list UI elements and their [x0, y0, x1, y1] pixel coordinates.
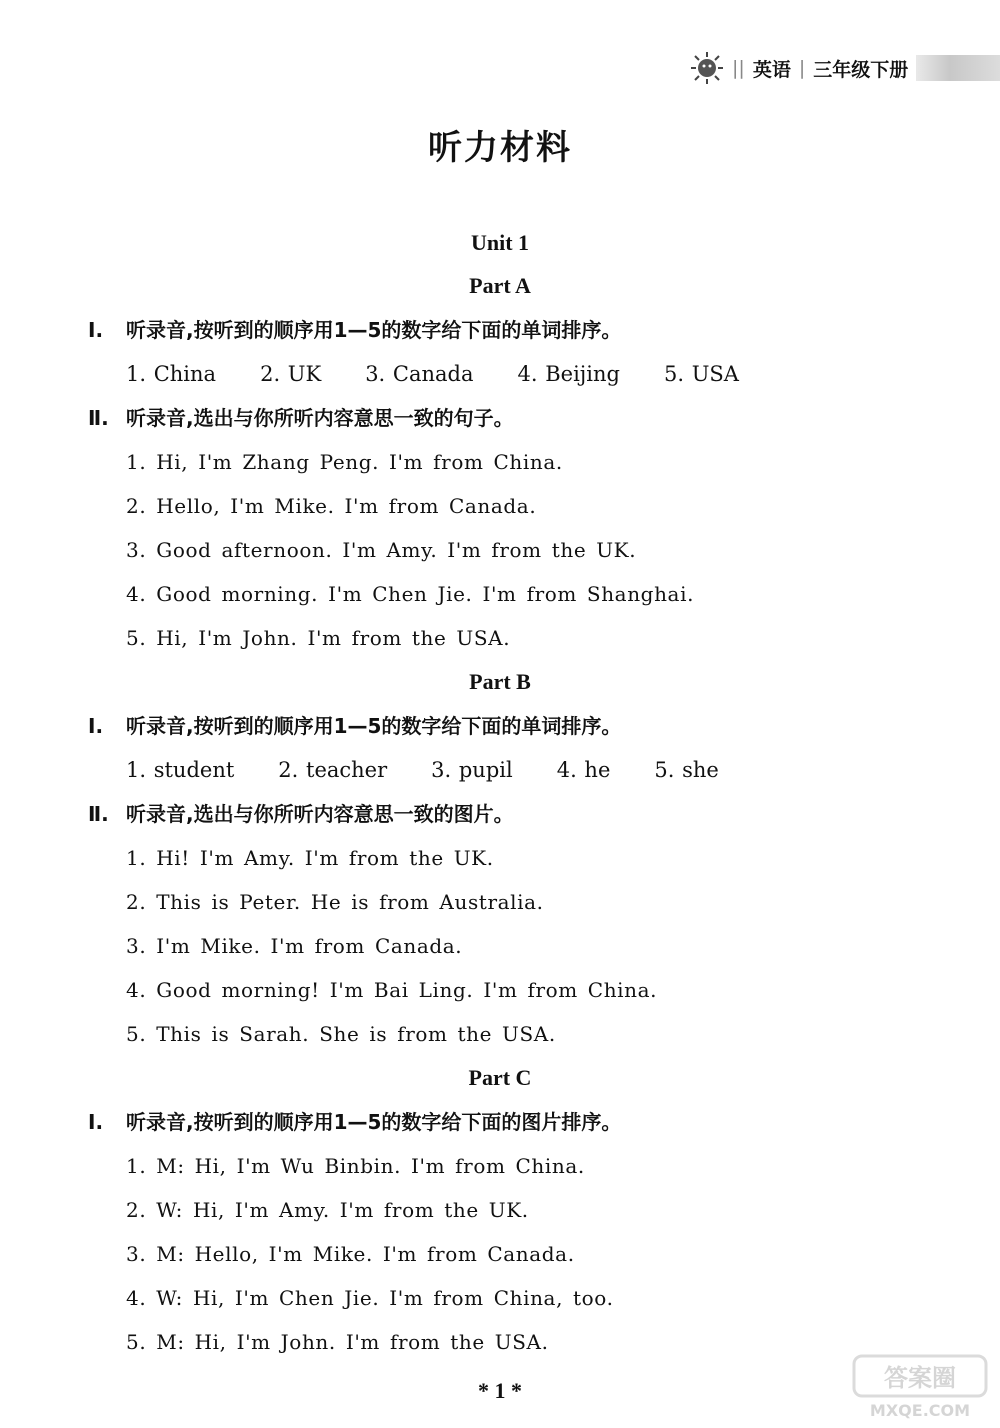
unit-heading: Unit 1	[470, 230, 530, 255]
header-subject: 英语	[752, 58, 791, 81]
question-heading	[0, 704, 1000, 748]
script-line: 5. This is Sarah. She is from the USA.	[126, 1022, 556, 1046]
question-number: Ⅱ.	[88, 406, 109, 430]
header-divider: ||	[732, 57, 745, 79]
script-line: 2. W: Hi, I'm Amy. I'm from the UK.	[126, 1198, 529, 1222]
part-c-heading: Part C	[468, 1065, 532, 1090]
script-line: 4. Good morning. I'm Chen Jie. I'm from Shanghai.	[126, 582, 695, 606]
word-item: 1. student	[126, 758, 235, 782]
script-line: 3. Good afternoon. I'm Amy. I'm from the UK.	[126, 538, 637, 562]
page-header	[690, 48, 1000, 88]
script-line: 2. Hello, I'm Mike. I'm from Canada.	[126, 494, 537, 518]
watermark-logo	[850, 1352, 990, 1422]
script-line: 4. Good morning! I'm Bai Ling. I'm from China.	[126, 978, 658, 1002]
script-line: 4. W: Hi, I'm Chen Jie. I'm from China, too.	[126, 1286, 614, 1310]
question-number: Ⅰ.	[88, 714, 104, 738]
header-decoration	[916, 55, 1000, 81]
word-item: 3. pupil	[431, 758, 513, 782]
script-line: 1. Hi! I'm Amy. I'm from the UK.	[126, 846, 494, 870]
question-heading	[0, 396, 1000, 440]
question-heading	[0, 1100, 1000, 1144]
header-divider: |	[798, 57, 806, 79]
script-line: 3. I'm Mike. I'm from Canada.	[126, 934, 463, 958]
question-instruction: 听录音,按听到的顺序用1—5的数字给下面的单词排序。	[126, 318, 622, 342]
word-list	[0, 748, 1000, 792]
word-item: 5. USA	[663, 362, 739, 386]
word-item: 5. she	[654, 758, 719, 782]
part-a-heading: Part A	[469, 273, 531, 298]
part-b-heading: Part B	[469, 669, 531, 694]
word-item: 4. he	[556, 758, 611, 782]
page-title: 听力材料	[428, 128, 572, 168]
listening-material	[0, 222, 1000, 1364]
script-line: 2. This is Peter. He is from Australia.	[126, 890, 544, 914]
question-instruction: 听录音,按听到的顺序用1—5的数字给下面的图片排序。	[126, 1110, 622, 1134]
script-line: 1. M: Hi, I'm Wu Binbin. I'm from China.	[126, 1154, 585, 1178]
script-line: 5. M: Hi, I'm John. I'm from the USA.	[126, 1330, 549, 1354]
question-heading	[0, 308, 1000, 352]
script-line: 5. Hi, I'm John. I'm from the USA.	[126, 626, 511, 650]
question-number: Ⅱ.	[88, 802, 109, 826]
word-item: 1. China	[126, 362, 217, 386]
question-instruction: 听录音,按听到的顺序用1—5的数字给下面的单词排序。	[126, 714, 622, 738]
header-grade: 三年级下册	[813, 58, 909, 81]
question-instruction: 听录音,选出与你所听内容意思一致的句子。	[126, 406, 514, 430]
script-line: 3. M: Hello, I'm Mike. I'm from Canada.	[126, 1242, 575, 1266]
svg-text:答案圈: 答案圈	[884, 1364, 956, 1392]
word-item: 2. teacher	[278, 758, 388, 782]
sun-logo-icon	[690, 51, 724, 85]
word-item: 2. UK	[260, 362, 322, 386]
svg-text:MXQE.COM: MXQE.COM	[869, 1401, 971, 1420]
word-list	[0, 352, 1000, 396]
question-instruction: 听录音,选出与你所听内容意思一致的图片。	[126, 802, 514, 826]
word-item: 3. Canada	[365, 362, 474, 386]
script-line: 1. Hi, I'm Zhang Peng. I'm from China.	[126, 450, 563, 474]
question-number: Ⅰ.	[88, 1110, 104, 1134]
word-item: 4. Beijing	[517, 362, 620, 386]
question-number: Ⅰ.	[88, 318, 104, 342]
question-heading	[0, 792, 1000, 836]
page-number: * 1 *	[478, 1378, 522, 1403]
